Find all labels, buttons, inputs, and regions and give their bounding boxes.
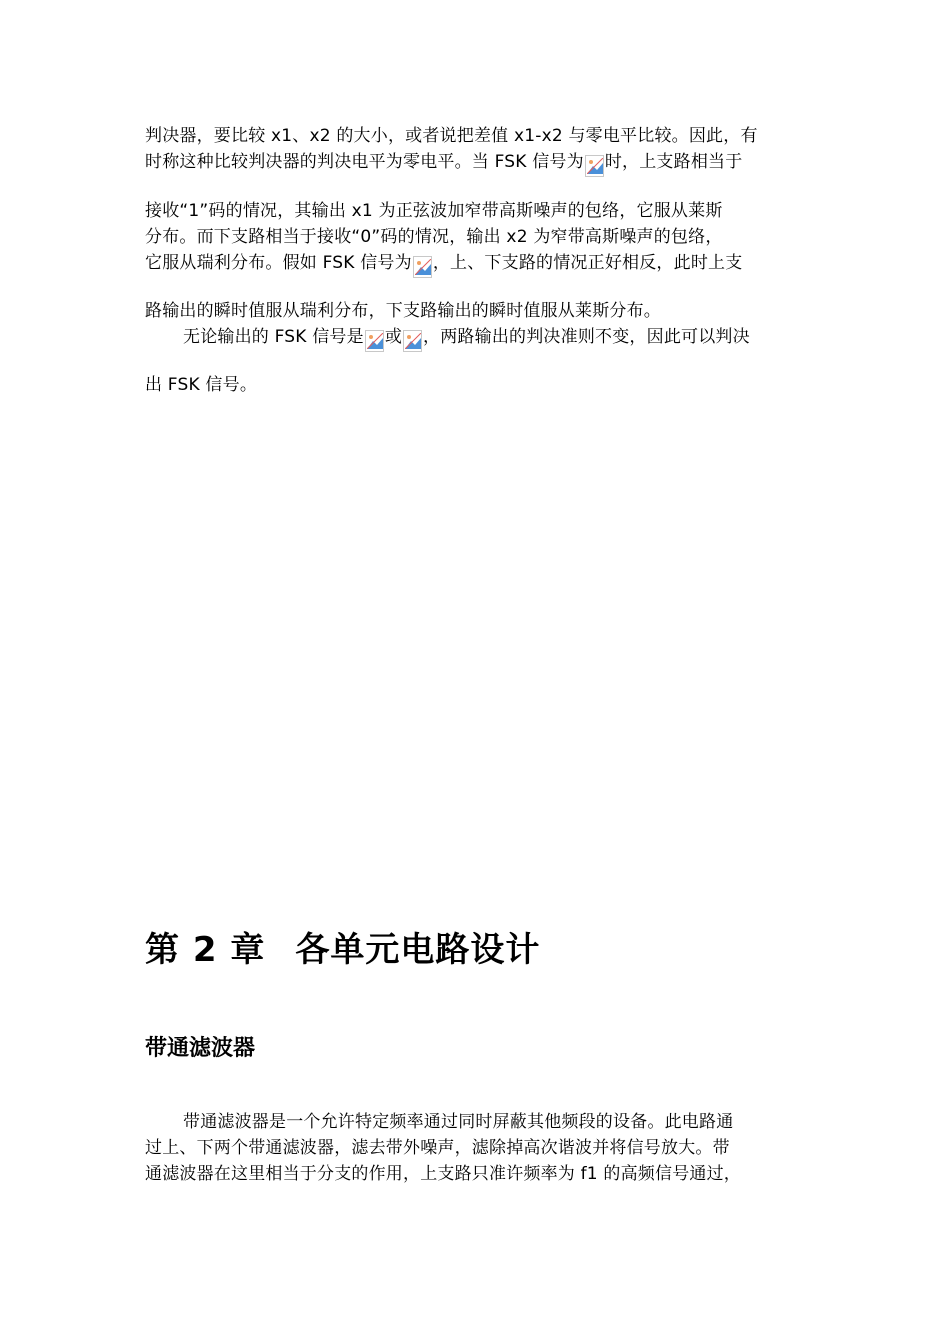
broken-image-icon: [585, 155, 604, 177]
broken-image-icon: [403, 330, 422, 352]
paragraph-line: [183, 1111, 733, 1133]
paragraph-line: [145, 1163, 741, 1185]
text-run: 或: [384, 327, 403, 347]
text-run: 它服从瑞利分布。假如 FSK 信号为: [145, 253, 412, 273]
text-run: 路输出的瞬时值服从瑞利分布，下支路输出的瞬时值服从莱斯分布。: [145, 301, 661, 321]
text-run: 接收“1”码的情况，其输出 x1 为正弦波加窄带高斯噪声的包络，它服从莱斯: [145, 201, 723, 221]
text-run: 判决器，要比较 x1、x2 的大小，或者说把差值 x1-x2 与零电平比较。因此，有: [145, 126, 758, 146]
text-run: ，两路输出的判决准则不变，因此可以判决: [423, 327, 750, 347]
text-run: 分布。而下支路相当于接收“0”码的情况，输出 x2 为窄带高斯噪声的包络，: [145, 227, 723, 247]
chapter-number: 第 2 章: [145, 930, 266, 970]
chapter-heading: [145, 928, 540, 972]
section-title-text: 带通滤波器: [145, 1036, 256, 1061]
chapter-title-text: 各单元电路设计: [295, 930, 541, 970]
paragraph-line: [145, 200, 723, 222]
paragraph-line: [145, 300, 661, 322]
paragraph-line: [145, 151, 742, 177]
paragraph-line: [145, 1137, 730, 1159]
text-run: ，上、下支路的情况正好相反，此时上支: [432, 253, 743, 273]
text-run: 时，上支路相当于: [604, 152, 743, 172]
text-run: 无论输出的 FSK 信号是: [183, 327, 364, 347]
section-heading: [145, 1034, 255, 1064]
paragraph-line: [145, 252, 742, 278]
paragraph-line: [183, 326, 750, 352]
paragraph-line: [145, 125, 758, 147]
broken-image-icon: [365, 330, 384, 352]
text-run: 过上、下两个带通滤波器，滤去带外噪声，滤除掉高次谐波并将信号放大。带: [145, 1138, 730, 1158]
text-run: 通滤波器在这里相当于分支的作用，上支路只准许频率为 f1 的高频信号通过，: [145, 1164, 742, 1184]
text-run: 带通滤波器是一个允许特定频率通过同时屏蔽其他频段的设备。此电路通: [183, 1112, 734, 1132]
broken-image-icon: [413, 256, 432, 278]
text-run: 出 FSK 信号。: [145, 375, 258, 395]
text-run: 时称这种比较判决器的判决电平为零电平。当 FSK 信号为: [145, 152, 584, 172]
paragraph-line: [145, 226, 723, 248]
paragraph-line: [145, 374, 257, 396]
